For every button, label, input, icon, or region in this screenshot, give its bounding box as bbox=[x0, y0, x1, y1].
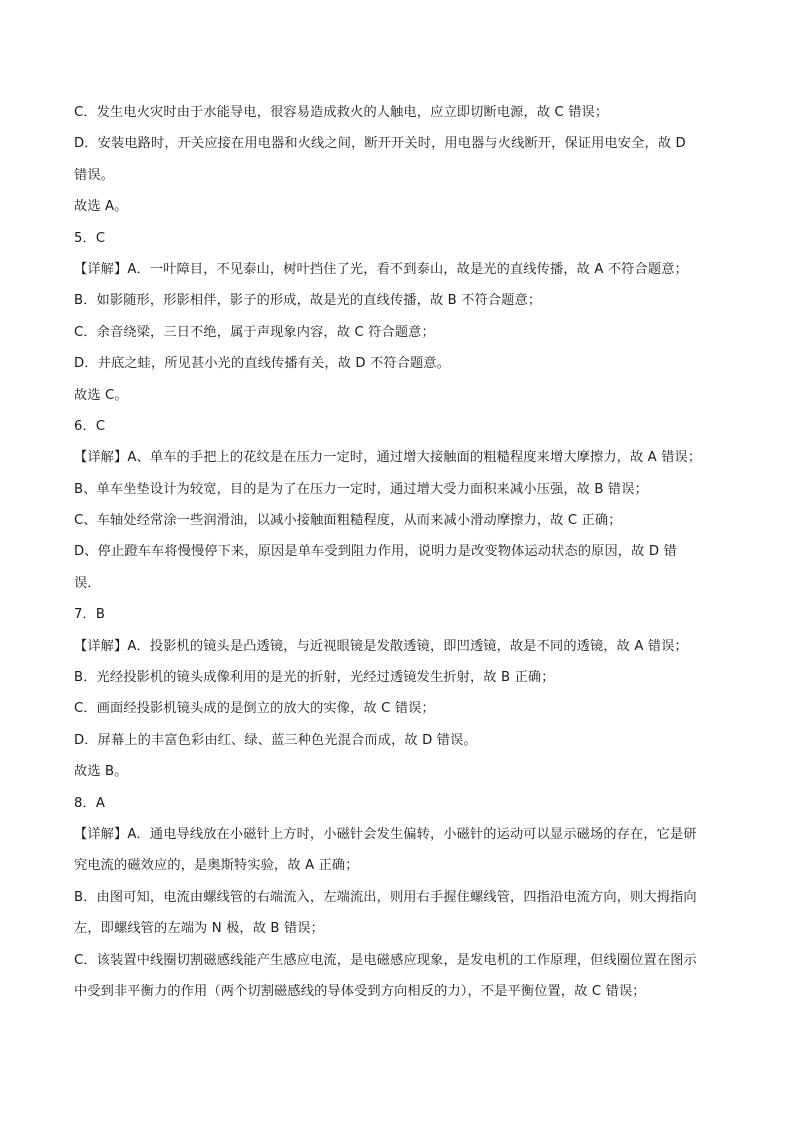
text-line: D．安装电路时，开关应接在用电器和火线之间，断开开关时，用电器与火线断开，保证用电安全，故 D bbox=[74, 136, 686, 152]
text-line: 误． bbox=[74, 575, 101, 591]
question-number: 6．C bbox=[74, 418, 106, 434]
text-line: 【详解】A．一叶障目，不见泰山，树叶挡住了光，看不到泰山，故是光的直线传播，故 A 不符合题意； bbox=[74, 261, 688, 277]
text-line: C．发生电火灾时由于水能导电，很容易造成救火的人触电，应立即切断电源，故 C 错误； bbox=[74, 105, 609, 120]
text-line: B、单车坐垫设计为较宽，目的是为了在压力一定时，通过增大受力面积来减小压强，故 B 错误； bbox=[74, 481, 648, 497]
text-line: 错误。 bbox=[74, 167, 115, 183]
text-line: 故选 B。 bbox=[74, 764, 128, 780]
text-line: B．光经投影机的镜头成像利用的是光的折射，光经过透镜发生折射，故 B 正确； bbox=[74, 670, 555, 686]
text-line: 中受到非平衡力的作用（两个切割磁感线的导体受到方向相反的力），不是平衡位置，故 C 错误； bbox=[74, 983, 646, 999]
text-line: 【详解】A．投影机的镜头是凸透镜，与近视眼镜是发散透镜，即凹透镜，故是不同的透镜，故 A 错误； bbox=[74, 638, 688, 654]
text-line: C．余音绕梁，三日不绝，属于声现象内容，故 C 符合题意； bbox=[74, 324, 435, 340]
text-line: 究电流的磁效应的，是奥斯特实验，故 A 正确； bbox=[74, 858, 359, 874]
answer-explanation-text bbox=[74, 97, 720, 1007]
text-line: C、车轴处经常涂一些润滑油，以减小接触面粗糙程度，从而来减小滑动摩擦力，故 C 正确； bbox=[74, 513, 622, 529]
text-line: D．井底之蛙，所见甚小光的直线传播有关，故 D 不符合题意。 bbox=[74, 356, 451, 372]
text-line: C．画面经投影机镜头成的是倒立的放大的实像，故 C 错误； bbox=[74, 701, 435, 717]
text-line: 【详解】A．通电导线放在小磁针上方时，小磁针会发生偏转，小磁针的运动可以显示磁场的存在，它是研 bbox=[74, 826, 697, 842]
text-line: D．屏幕上的丰富色彩由红、绿、蓝三种色光混合而成，故 D 错误。 bbox=[74, 732, 477, 748]
text-line: 【详解】A、单车的手把上的花纹是在压力一定时，通过增大接触面的粗糙程度来增大摩擦力，故 A 错误； bbox=[74, 450, 702, 466]
question-number: 7．B bbox=[74, 607, 106, 623]
text-line: B．由图可知，电流由螺线管的右端流入，左端流出，则用右手握住螺线管，四指沿电流方向，则大拇指向 bbox=[74, 889, 697, 905]
text-line: 左，即螺线管的左端为 N 极，故 B 错误； bbox=[74, 921, 324, 937]
question-number: 8．A bbox=[74, 795, 106, 811]
text-line: D、停止蹬车车将慢慢停下来，原因是单车受到阻力作用，说明力是改变物体运动状态的原因，故 D 错 bbox=[74, 544, 677, 560]
text-line: C．该装置中线圈切割磁感线能产生感应电流，是电磁感应现象，是发电机的工作原理，但线圈位置在图示 bbox=[74, 952, 697, 968]
text-line: 故选 C。 bbox=[74, 387, 128, 403]
question-number: 5．C bbox=[74, 230, 106, 246]
text-line: B．如影随形，形影相伴，影子的形成，故是光的直线传播，故 B 不符合题意； bbox=[74, 293, 542, 309]
text-line: 故选 A。 bbox=[74, 199, 128, 215]
